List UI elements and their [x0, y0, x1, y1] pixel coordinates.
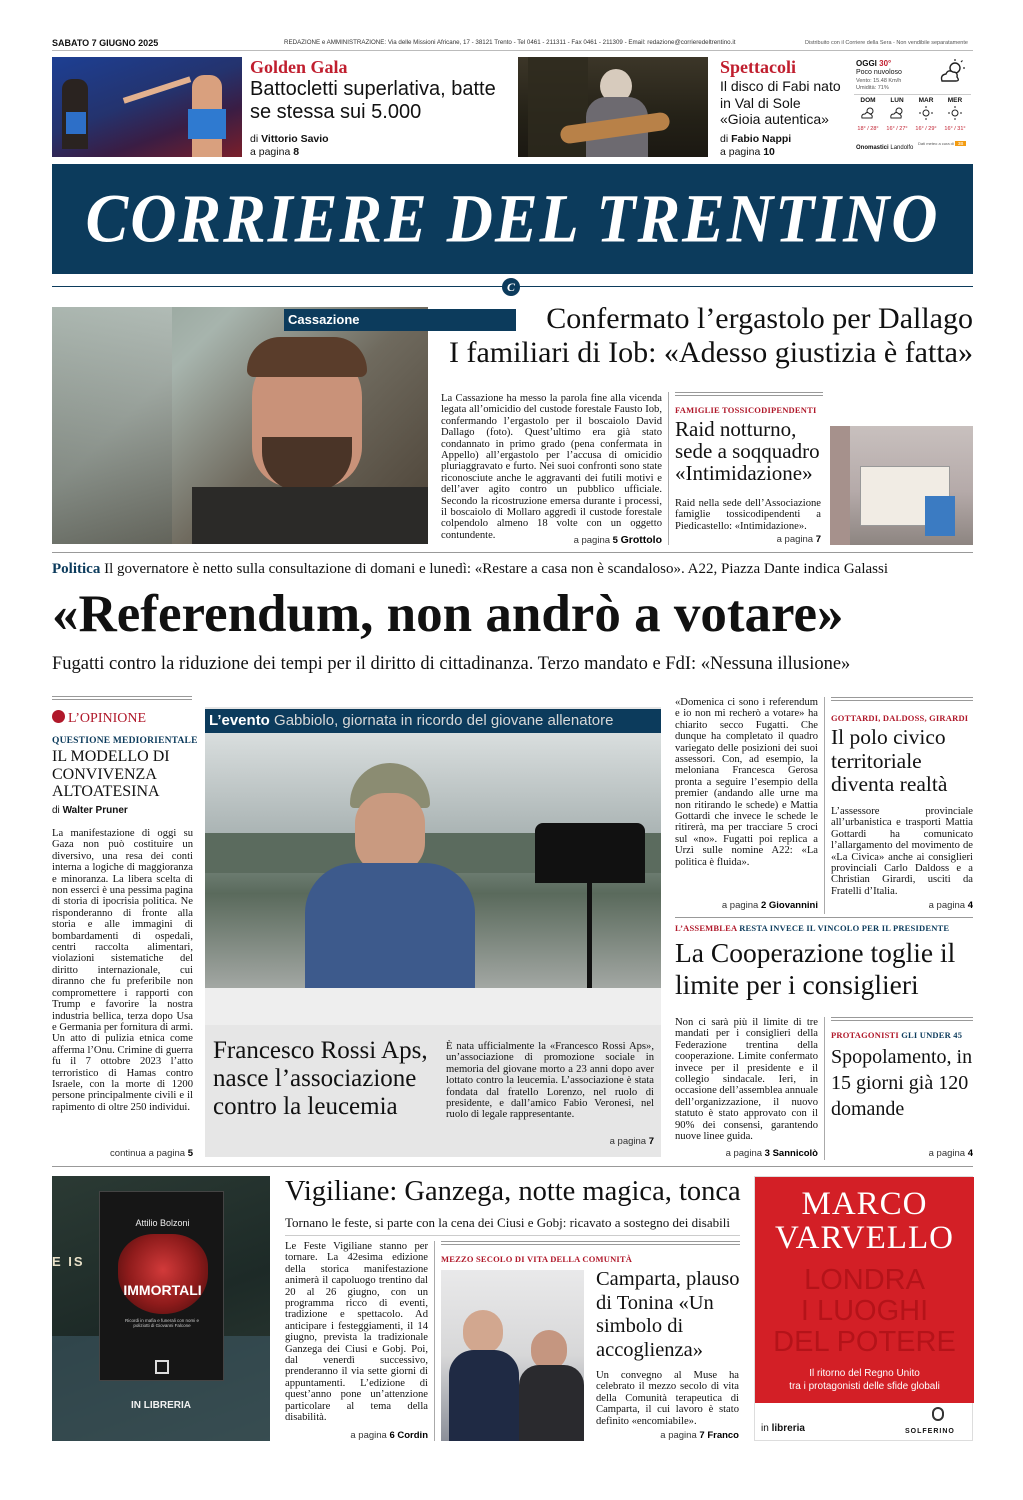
coop-headline[interactable]: La Cooperazione toglie il limite per i consiglieri	[675, 937, 956, 1000]
event-subtitle: Gabbiolo, giornata in ricordo del giovane allenatore	[274, 712, 614, 729]
heart-icon	[118, 1234, 208, 1314]
onomastici: Onomastici Landolfo	[856, 145, 914, 151]
book2-title-2: I LUOGHI	[800, 1295, 929, 1327]
under45-page-ref[interactable]: a pagina 4	[928, 1148, 973, 1159]
weather-today-desc: Poco nuvoloso	[856, 69, 902, 76]
sun-icon	[918, 106, 934, 120]
politics-page-ref[interactable]: a pagina 2 Giovannini	[721, 900, 818, 911]
opinion-icon	[52, 710, 65, 723]
distribution-line: Distribuito con il Corriere della Sera - Non vendibile separatamente	[805, 40, 968, 46]
book2-cover	[755, 1177, 974, 1403]
book1-side-text: E IS	[52, 1254, 85, 1269]
cloudy-sun-icon	[860, 106, 876, 120]
raid-photo[interactable]	[830, 426, 973, 545]
weather-day-4: MER 16° / 31°	[944, 97, 966, 132]
book1-cta: IN LIBRERIA	[131, 1400, 191, 1411]
book2-author-1: MARCO	[801, 1186, 928, 1222]
teaser2-kicker: Spettacoli	[720, 57, 796, 77]
book2-sub-1: Il ritorno del Regno Unito	[809, 1368, 920, 1379]
coop-kicker: L’ASSEMBLEA RESTA INVECE IL VINCOLO PER IL PRESIDENTE	[675, 923, 950, 933]
event-page-ref[interactable]: a pagina 7	[609, 1136, 654, 1147]
book2-cta: in libreria	[761, 1423, 805, 1434]
partly-cloudy-icon	[938, 59, 966, 85]
civic-page-ref[interactable]: a pagina 4	[928, 900, 973, 911]
civic-kicker: GOTTARDI, DALDOSS, GIRARDI	[831, 713, 969, 723]
event-label-bar	[205, 709, 661, 733]
opinion-label: L’OPINIONE	[52, 710, 146, 727]
francesco-rossi-photo[interactable]	[205, 733, 661, 1025]
event-body: È nata ufficialmente la «Francesco Rossi Aps», un’associazione di promozione sociale in memoria del giovane morto a 23 anni dopo aver lottato contro la leucemia. L’associazione è stata fondata dal fratello Lorenzo, nel ruolo di presidente, e dall’amico Fabio Veronesi, nel ruolo di legale rappresentante.	[446, 1041, 654, 1121]
dallago-photo[interactable]	[52, 307, 428, 544]
solferino-logo-icon	[932, 1407, 944, 1421]
weather-today-label: OGGI 30°	[856, 59, 892, 68]
book2-sub-2: tra i protagonisti delle sfide globali	[789, 1381, 940, 1392]
vigiliane-headline[interactable]: Vigiliane: Ganzega, notte magica, tonca	[285, 1176, 741, 1207]
weather-credit: Dati meteo a cura di 3B	[918, 141, 966, 146]
raid-headline[interactable]: Raid notturno, sede a soqquadro «Intimidazione»	[675, 417, 820, 485]
teaser2-headline[interactable]: Il disco di Fabi nato in Val di Sole «Gioia autentica»	[720, 78, 841, 127]
vigiliane-deck: Tornano le feste, si parte con la cena dei Ciusi e Gobj: ricavato a sostegno dei disabili	[285, 1215, 730, 1230]
book2-author-2: VARVELLO	[775, 1220, 954, 1256]
event-label: L’evento	[209, 712, 270, 729]
teaser1-byline: di Vittorio Savio	[250, 133, 329, 145]
lead-page-ref[interactable]: a pagina 5 Grottolo	[573, 534, 662, 546]
politics-deck: Fugatti contro la riduzione dei tempi per il diritto di cittadinanza. Terzo mandato e FdI: «Nessuna illusione»	[52, 654, 851, 674]
weather-day-2: LUN 16° / 27°	[886, 97, 908, 132]
politics-body: «Domenica ci sono i referendum e io non mi recherò a votare» ha chiarito secco Fugatti. Che dunque ha completato il quadro variegato delle posizioni dei suoi assessori. Con, ad esempio, la meloniana Francesca Gerosa pronta a seguire l’esempio della premier (andando alle urne ma non ritirando le schede) e Mattia Gottardi che invece le schede le ritirerà, ma per tracciare 5 croci sul «no». Fugatti poi replica a Urzì sulle nomine A22: «La politica è fluida».	[675, 697, 818, 868]
camparta-page-ref[interactable]: a pagina 7 Franco	[660, 1430, 739, 1441]
cassazione-tag: Cassazione	[284, 309, 516, 331]
book2-title-3: DEL POTERE	[773, 1326, 956, 1358]
opinion-title[interactable]: IL MODELLO DI CONVIVENZA ALTOATESINA	[52, 748, 170, 800]
weather-day-3: MAR 16° / 29°	[915, 97, 937, 132]
lead-headline-2[interactable]: I familiari di Iob: «Adesso giustizia è fatta»	[448, 336, 973, 369]
guitarist-photo[interactable]	[518, 57, 708, 157]
book-ad-immortali[interactable]	[52, 1176, 270, 1441]
teaser1-kicker: Golden Gala	[250, 57, 348, 77]
masthead[interactable]	[52, 164, 973, 274]
weather-box	[852, 57, 973, 157]
book1-author: Attilio Bolzoni	[135, 1218, 190, 1228]
book1-title: IMMORTALI	[123, 1282, 202, 1298]
politics-subline: Politica Il governatore è netto sulla consultazione di domani e lunedì: «Restare a casa non è scandaloso». A22, Piazza Dante indica Galassi	[52, 561, 888, 577]
teaser2-byline: di Fabio Nappi	[720, 133, 792, 145]
book1-cover	[99, 1191, 224, 1381]
sun-icon	[947, 106, 963, 120]
camparta-photo[interactable]	[441, 1270, 584, 1441]
politics-label: Politica	[52, 561, 101, 577]
under45-headline[interactable]: Spopolamento, in 15 giorni già 120 domande	[831, 1046, 973, 1120]
event-headline[interactable]: Francesco Rossi Aps, nasce l’associazione contro la leucemia	[213, 1037, 428, 1120]
raid-body: Raid nella sede dell’Associazione famiglie tossicodipendenti a Piedicastello: «Intimidazione».	[675, 498, 821, 532]
teaser2-page[interactable]: a pagina 10	[720, 146, 775, 158]
book2-publisher: SOLFERINO	[905, 1428, 955, 1435]
civic-headline[interactable]: Il polo civico territoriale diventa realtà	[831, 725, 948, 796]
camparta-body: Un convegno al Muse ha celebrato il mezzo secolo di vita della Comunità terapeutica di Camparta, il cui lavoro è stato definito «encomiabile».	[596, 1370, 739, 1427]
weather-day-1: DOM 18° / 28°	[857, 97, 879, 132]
book-ad-varvello[interactable]	[754, 1176, 973, 1441]
civic-body: L’assessore provinciale all’urbanistica e trasporti Mattia Gottardi ha comunicato l’allargamento del movimento de «La Civica» anche ai consiglieri provinciali Carlo Daldoss e a Christian Girardi, usciti da Fratelli d’Italia.	[831, 806, 973, 897]
corriere-logo-icon: C	[502, 278, 520, 296]
opinion-continue[interactable]: continua a pagina 5	[110, 1148, 193, 1159]
opinion-body: La manifestazione di oggi su Gaza non può costituire un diversivo, una resa dei conti interna a logiche di maggioranza e minoranza. La libera scelta di non esserci è una pessima pagina di storia di ipocrisia politica. Ne risponderanno di fronte alla storia e alle immagini di bombardamenti di ospedali, centri raccolta alimentari, violazioni sistematiche del diritto internazionale, cui diranno che fu preferibile non compromettere i rapporti con Trump e favorire la nostra industria bellica, terza dopo Usa e Germania per fornitura di armi. Un atto di pulizia etnica come afferma l’Onu. Crimine di guerra fu il 7 ottobre 2023 l’atto terroristico di Hamas contro Israele, con la morte di 1200 persone principalmente civili e il rapimento di oltre 250 individui.	[52, 828, 193, 1113]
camparta-kicker: MEZZO SECOLO DI VITA DELLA COMUNITÀ	[441, 1254, 633, 1264]
athletics-photo[interactable]	[52, 57, 242, 157]
teaser1-page[interactable]: a pagina 8	[250, 146, 300, 158]
date-line: SABATO 7 GIUGNO 2025	[52, 38, 159, 48]
vigiliane-body: Le Feste Vigiliane stanno per tornare. La 42esima edizione della storica manifestazione animerà il capoluogo trentino dal 20 al 26 giugno, con un programma ricco di eventi, tradizione e spettacolo. Ad anticipare i festeggiamenti, il 14 giugno, prevista la tradizionale Ganzega dei Ciusi e Gobj. Poi, dal venerdì successivo, prenderanno il via sette giorni di appuntamenti. L’edizione di quest’anno pone un’attenzione particolare al tema della disabilità.	[285, 1241, 428, 1424]
lead-headline-1[interactable]: Confermato l’ergastolo per Dallago	[546, 302, 973, 335]
teaser1-headline[interactable]: Battocletti superlativa, batte se stessa sui 5.000	[250, 78, 496, 123]
coop-body: Non ci sarà più il limite di tre mandati per i consiglieri della Federazione trentina della cooperazione. Limite confermato invece per il presidente e il collegio sindacale. Ieri, in occasione dell’assemblea annuale dell’organizzazione, il nuovo statuto è stato approvato con il 90% dei consensi, garantendo nuove linee guida.	[675, 1017, 818, 1143]
vigiliane-page-ref[interactable]: a pagina 6 Cordin	[350, 1430, 428, 1441]
raid-page-ref[interactable]: a pagina 7	[776, 534, 821, 545]
address-line: REDAZIONE e AMMINISTRAZIONE: Via delle Missioni Africane, 17 - 38121 Trento - Tel 0461 - 211311 - Fax 0461 - 211309 - Email: redazione@corrieredeltrentino.it	[284, 39, 736, 46]
coop-page-ref[interactable]: a pagina 3 Sannicolò	[725, 1148, 818, 1159]
camparta-headline[interactable]: Camparta, plauso di Tonina «Un simbolo di accoglienza»	[596, 1268, 740, 1361]
politics-headline[interactable]: «Referendum, non andrò a votare»	[52, 585, 844, 643]
cloudy-sun-icon	[889, 106, 905, 120]
opinion-kicker: QUESTIONE MEDIORIENTALE	[52, 736, 198, 746]
lead-body: La Cassazione ha messo la parola fine alla vicenda legata all’omicidio del custode forestale Fausto Iob, confermando l’ergastolo per il boscaiolo David Dallago (foto). Quest’ultimo era già stato condannato in primo grado (pena confermata in Appello) all’ergastolo per l’accusa di omicidio pluriaggravato e furto. Nei suoi confronti sono state riconosciute anche le aggravanti dei futili motivi e dell’aver agito contro un pubblico ufficiale. Secondo la ricostruzione emersa durante i processi, il boscaiolo di Mollaro aggredì il custode forestale colpendolo almeno 18 volte con un oggetto contundente.	[441, 393, 662, 541]
masthead-title: CORRIERE DEL TRENTINO	[85, 180, 940, 257]
under45-kicker: PROTAGONISTI GLI UNDER 45	[831, 1030, 963, 1040]
opinion-byline: di Walter Pruner	[52, 805, 128, 816]
weather-wind: Vento: 15.48 Km/h	[856, 78, 902, 84]
publisher-logo-icon	[155, 1360, 169, 1374]
book2-title-1: LONDRA	[804, 1264, 925, 1296]
raid-kicker: FAMIGLIE TOSSICODIPENDENTI	[675, 405, 817, 415]
book1-subtitle: Ricordi in mafia e funerali con nomi e poliziotti di Giovanni Falcone	[124, 1318, 200, 1328]
weather-humidity: Umidità: 71%	[856, 85, 889, 91]
